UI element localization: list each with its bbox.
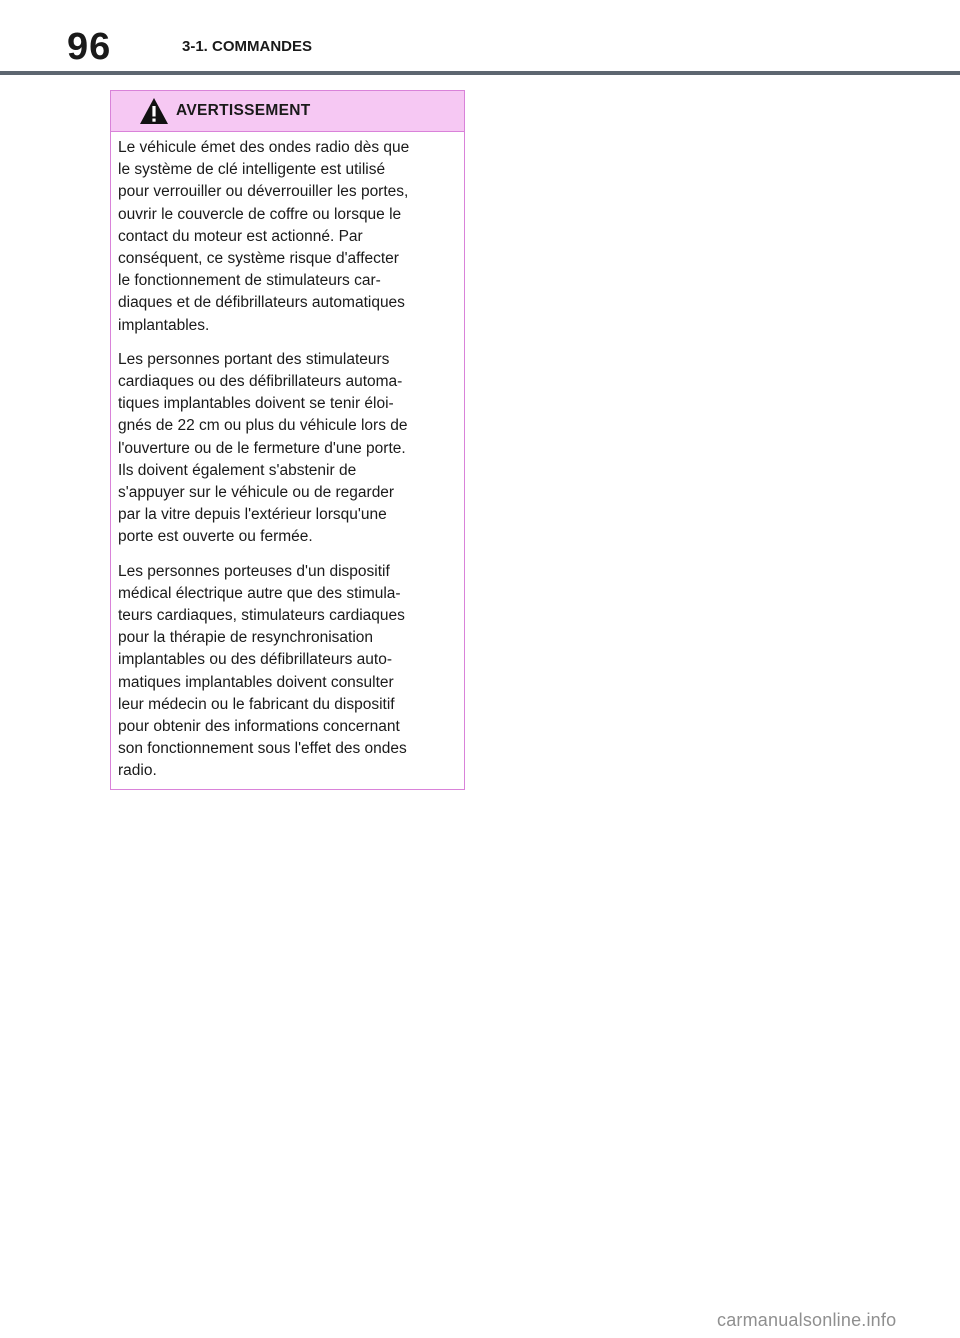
text-line: implantables. xyxy=(118,316,210,334)
text-line: pour obtenir des informations concernant xyxy=(118,718,400,736)
header-divider xyxy=(0,71,960,75)
text-line: cardiaques ou des défibrillateurs automa- xyxy=(118,373,403,391)
text-line: Les personnes porteuses d'un dispositif xyxy=(118,562,390,580)
text-line: diaques et de défibrillateurs automatiques xyxy=(118,294,405,312)
warning-title: AVERTISSEMENT xyxy=(176,102,311,119)
text-line: le fonctionnement de stimulateurs car- xyxy=(118,272,381,290)
warning-body xyxy=(118,137,458,795)
text-line: son fonctionnement sous l'effet des ondes xyxy=(118,740,407,758)
page-number: 96 xyxy=(67,26,112,68)
text-line: ouvrir le couvercle de coffre ou lorsque le xyxy=(118,205,402,223)
text-line: médical électrique autre que des stimula- xyxy=(118,584,401,602)
text-line: teurs cardiaques, stimulateurs cardiaques xyxy=(118,607,405,625)
text-line: pour la thérapie de resynchronisation xyxy=(118,629,374,647)
warning-paragraph xyxy=(118,561,458,783)
text-line: Ils doivent également s'abstenir de xyxy=(118,461,357,479)
text-line: pour verrouiller ou déverrouiller les portes, xyxy=(118,183,409,201)
text-line: par la vitre depuis l'extérieur lorsqu'une xyxy=(118,506,387,524)
text-line: implantables ou des défibrillateurs auto- xyxy=(118,651,392,669)
warning-box xyxy=(110,90,465,790)
text-line: radio. xyxy=(118,762,157,780)
text-line: porte est ouverte ou fermée. xyxy=(118,528,313,546)
text-line: Les personnes portant des stimulateurs xyxy=(118,350,390,368)
warning-paragraph xyxy=(118,349,458,549)
text-line: leur médecin ou le fabricant du dispositif xyxy=(118,695,395,713)
text-line: gnés de 22 cm ou plus du véhicule lors de xyxy=(118,417,408,435)
watermark: carmanualsonline.info xyxy=(717,1310,897,1330)
text-line: contact du moteur est actionné. Par xyxy=(118,227,363,245)
page-header xyxy=(0,0,960,76)
text-line: le système de clé intelligente est utilisé xyxy=(118,161,386,179)
warning-paragraph xyxy=(118,137,458,337)
text-line: matiques implantables doivent consulter xyxy=(118,673,394,691)
section-title: 3-1. COMMANDES xyxy=(182,38,313,55)
text-line: tiques implantables doivent se tenir éloi- xyxy=(118,395,394,413)
warning-header xyxy=(111,91,464,132)
text-line: conséquent, ce système risque d'affecter xyxy=(118,250,399,268)
text-line: l'ouverture ou de le fermeture d'une porte. xyxy=(118,439,406,457)
text-line: Le véhicule émet des ondes radio dès que xyxy=(118,139,410,156)
warning-triangle-icon xyxy=(139,96,169,126)
text-line: s'appuyer sur le véhicule ou de regarder xyxy=(118,484,395,502)
